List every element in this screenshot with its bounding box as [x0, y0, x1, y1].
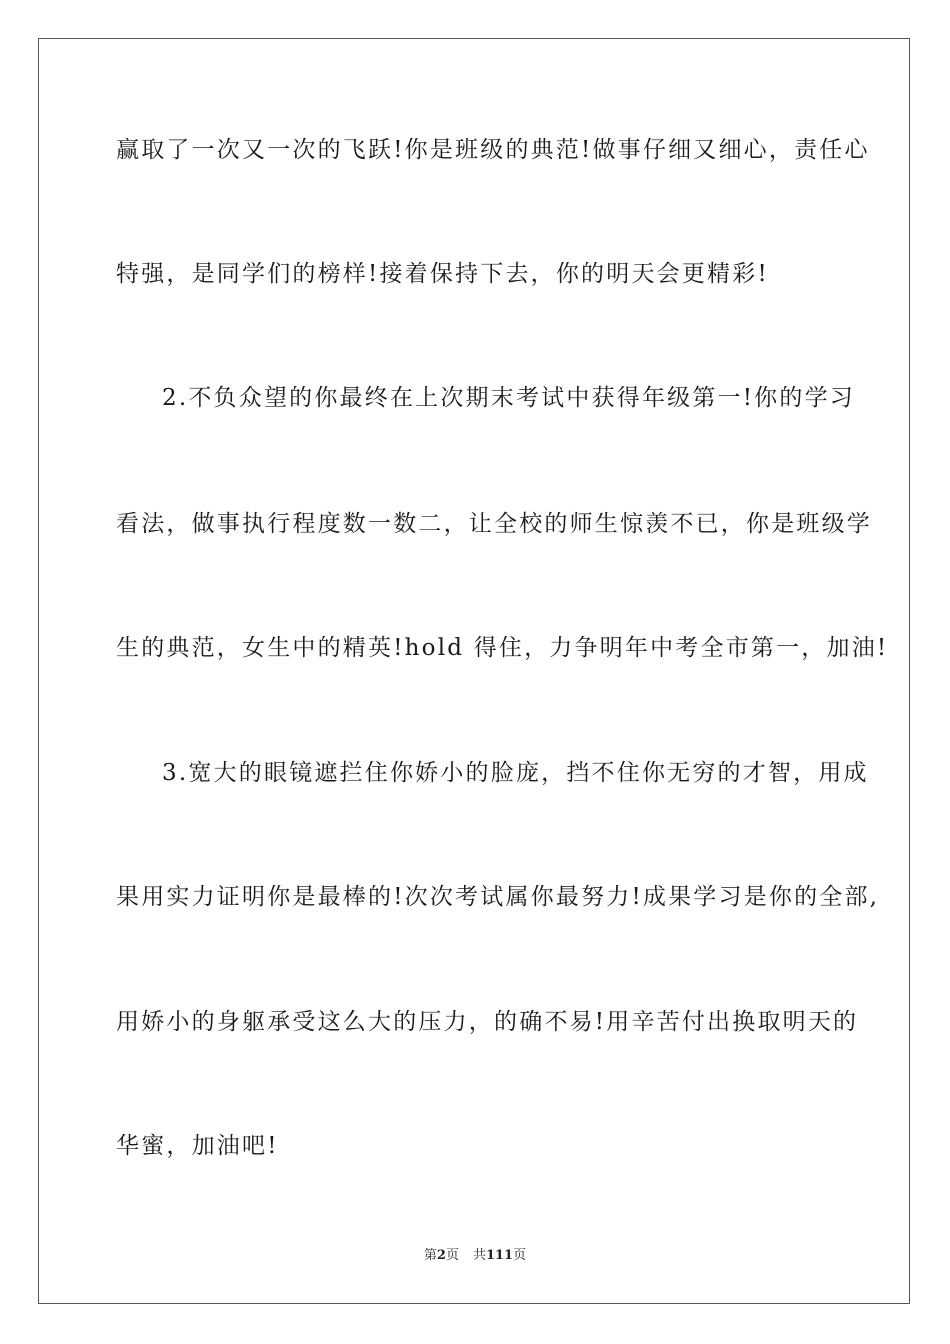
text-line-2: 特强，是同学们的榜样!接着保持下去，你的明天会更精彩! — [116, 261, 769, 287]
footer-total-prefix: 共 — [472, 1248, 486, 1263]
footer-page-suffix: 页 — [445, 1248, 459, 1263]
text-line-7: 果用实力证明你是最棒的!次次考试属你最努力!成果学习是你的全部, — [116, 884, 880, 910]
text-line-3: 2.不负众望的你最终在上次期末考试中获得年级第一!你的学习 — [162, 385, 855, 411]
text-line-8: 用娇小的身躯承受这么大的压力，的确不易!用辛苦付出换取明天的 — [116, 1009, 859, 1035]
text-line-4: 看法，做事执行程度数一数二，让全校的师生惊羡不已，你是班级学 — [116, 511, 872, 537]
footer-total-suffix: 页 — [513, 1248, 527, 1263]
footer-total-pages: 111 — [485, 1248, 514, 1263]
text-line-1: 赢取了一次又一次的飞跃!你是班级的典范!做事仔细又细心，责任心 — [116, 137, 870, 163]
text-line-5: 生的典范，女生中的精英!hold 得住，力争明年中考全市第一，加油! — [116, 635, 889, 661]
page-border — [38, 38, 910, 1304]
text-line-6: 3.宽大的眼镜遮拦住你娇小的脸庞，挡不住你无穷的才智，用成 — [162, 760, 869, 786]
footer-page-prefix: 第 — [423, 1248, 437, 1263]
page-footer — [0, 1247, 950, 1265]
footer-page-number: 2 — [436, 1248, 446, 1263]
text-line-9: 华蜜，加油吧! — [116, 1133, 279, 1159]
